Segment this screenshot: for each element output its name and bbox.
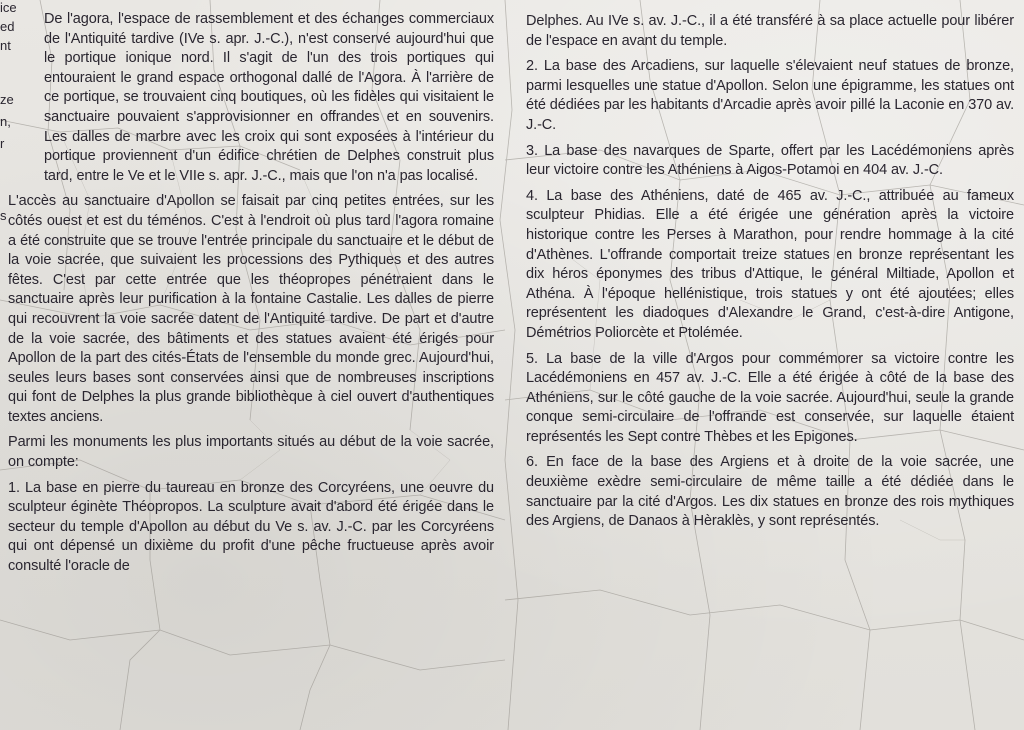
paragraph-item-6: 6. En face de la base des Argiens et à droite de la voie sacrée, une deuxième exèdre semi-circulaire de même taille a été dédiée dans le sanctuaire par la cité d'Argos. Les dix statues en bronze des rois mythiques des Argiens, de Danaos à Hèraklès, y sont représentés.: [526, 454, 1014, 530]
margin-fragment: s: [0, 208, 7, 223]
paragraph-item-1-continued: Delphes. Au IVe s. av. J.-C., il a été transféré à sa place actuelle pour libérer de l'espace en avant du temple.: [526, 13, 1014, 49]
margin-fragment: n,: [0, 114, 11, 129]
paragraph-item-1: 1. La base en pierre du taureau en bronze des Corcyréens, une oeuvre du sculpteur éginète Théopropos. La sculpture avait d'abord été érigée dans le secteur du temple d'Apollon au début du Ve s. av. J.-C. par les Corcyréens qui ont dépensé un dixième du profit d'une pêche fructueuse après avoir consulté l'oracle de: [8, 479, 494, 575]
margin-fragment: ze: [0, 92, 14, 107]
margin-fragment: r: [0, 136, 5, 151]
left-text-column: [8, 10, 494, 583]
paragraph-agora: De l'agora, l'espace de rassemblement et des échanges commerciaux de l'Antiquité tardive (IVe s. apr. J.-C.), n'est conservé aujourd'hui que le portique ionique nord. Il s'agit de l'un des trois portiques qui entouraient le grand espace orthogonal dallé de l'Agora. À l'arrière de ce portique, se trouvaient cinq boutiques, où les fidèles qui visitaient le sanctuaire pouvaient s'approvisionner en offrandes et en souvenirs. Les dalles de marbre avec les croix qui sont exposées à l'intérieur du portique proviennent d'un édifice chrétien de Delphes construit plus tard, entre le Ve et le VIIe s. apr. J.-C., mais que l'on n'a pas localisé.: [44, 11, 494, 184]
margin-fragment: ice: [0, 0, 17, 15]
right-text-column: [526, 12, 1014, 538]
paragraph-monuments-intro: Parmi les monuments les plus importants situés au début de la voie sacrée, on compte:: [8, 434, 494, 471]
paragraph-item-5: 5. La base de la ville d'Argos pour commémorer sa victoire contre les Lacédémoniens en 457 av. J.-C. Elle a été érigée à côté de la base des Athéniens, sur le côté gauche de la voie sacrée. Aujourd'hui, seule la grande conque semi-circulaire de l'offrande est conservée, sur laquelle étaient représentés les Sept contre Thèbes et les Epigones.: [526, 350, 1014, 445]
paragraph-item-2: 2. La base des Arcadiens, sur laquelle s'élevaient neuf statues de bronze, parmi lesquelles une statue d'Apollon. Selon une épigramme, les statues ont été dédiées par les habitants d'Arcadie après avoir pillé la Laconie en 370 av. J.-C.: [526, 58, 1014, 133]
paragraph-item-4: 4. La base des Athéniens, daté de 465 av. J.-C., attribuée au fameux sculpteur Phidias. Elle a été érigée une génération après la victoire historique contre les Perses à Marathon, pour rendre hommage à la cité d'Athènes. L'offrande comportait treize statues en bronze représentant les dix héros éponymes des tribus d'Attique, le général Miltiade, Apollon et Athéna. À l'époque hellénistique, trois statues y ont été ajoutées; elles représentent les diadoques d'Alexandre le Grand, c'est-à-dire Antigone, Démétrios Poliorcète et Ptolémée.: [526, 187, 1014, 341]
paragraph-sanctuary-access: L'accès au sanctuaire d'Apollon se faisait par cinq petites entrées, sur les côtés ouest et est du téménos. C'est à l'endroit où plus tard l'agora romaine a été construite que se trouve l'entrée principale du sanctuaire et le début de la voie sacrée, que suivaient les processions des Pythiques et des autres fêtes. C'est par cette entrée que les théopropes pénétraient dans le sanctuaire après leur purification à la fontaine Castalie. Les dalles de pierre qui recouvrent la voie sacrée datent de l'Antiquité tardive. De part et d'autre de la voie sacrée, des bâtiments et des statues avaient été érigés pour Apollon de la part des cités-États de l'ensemble du monde grec. Aujourd'hui, seules leurs bases sont conservées ainsi que de nombreuses inscriptions qui font de Delphes la plus grande bibliothèque à ciel ouvert d'authentiques textes anciens.: [8, 193, 494, 425]
margin-fragment: nt: [0, 38, 11, 53]
paragraph-item-3: 3. La base des navarques de Sparte, offert par les Lacédémoniens après leur victoire contre les Athéniens à Aigos-Potamoi en 404 av. J.-C.: [526, 142, 1014, 179]
margin-fragment: ed: [0, 19, 15, 34]
